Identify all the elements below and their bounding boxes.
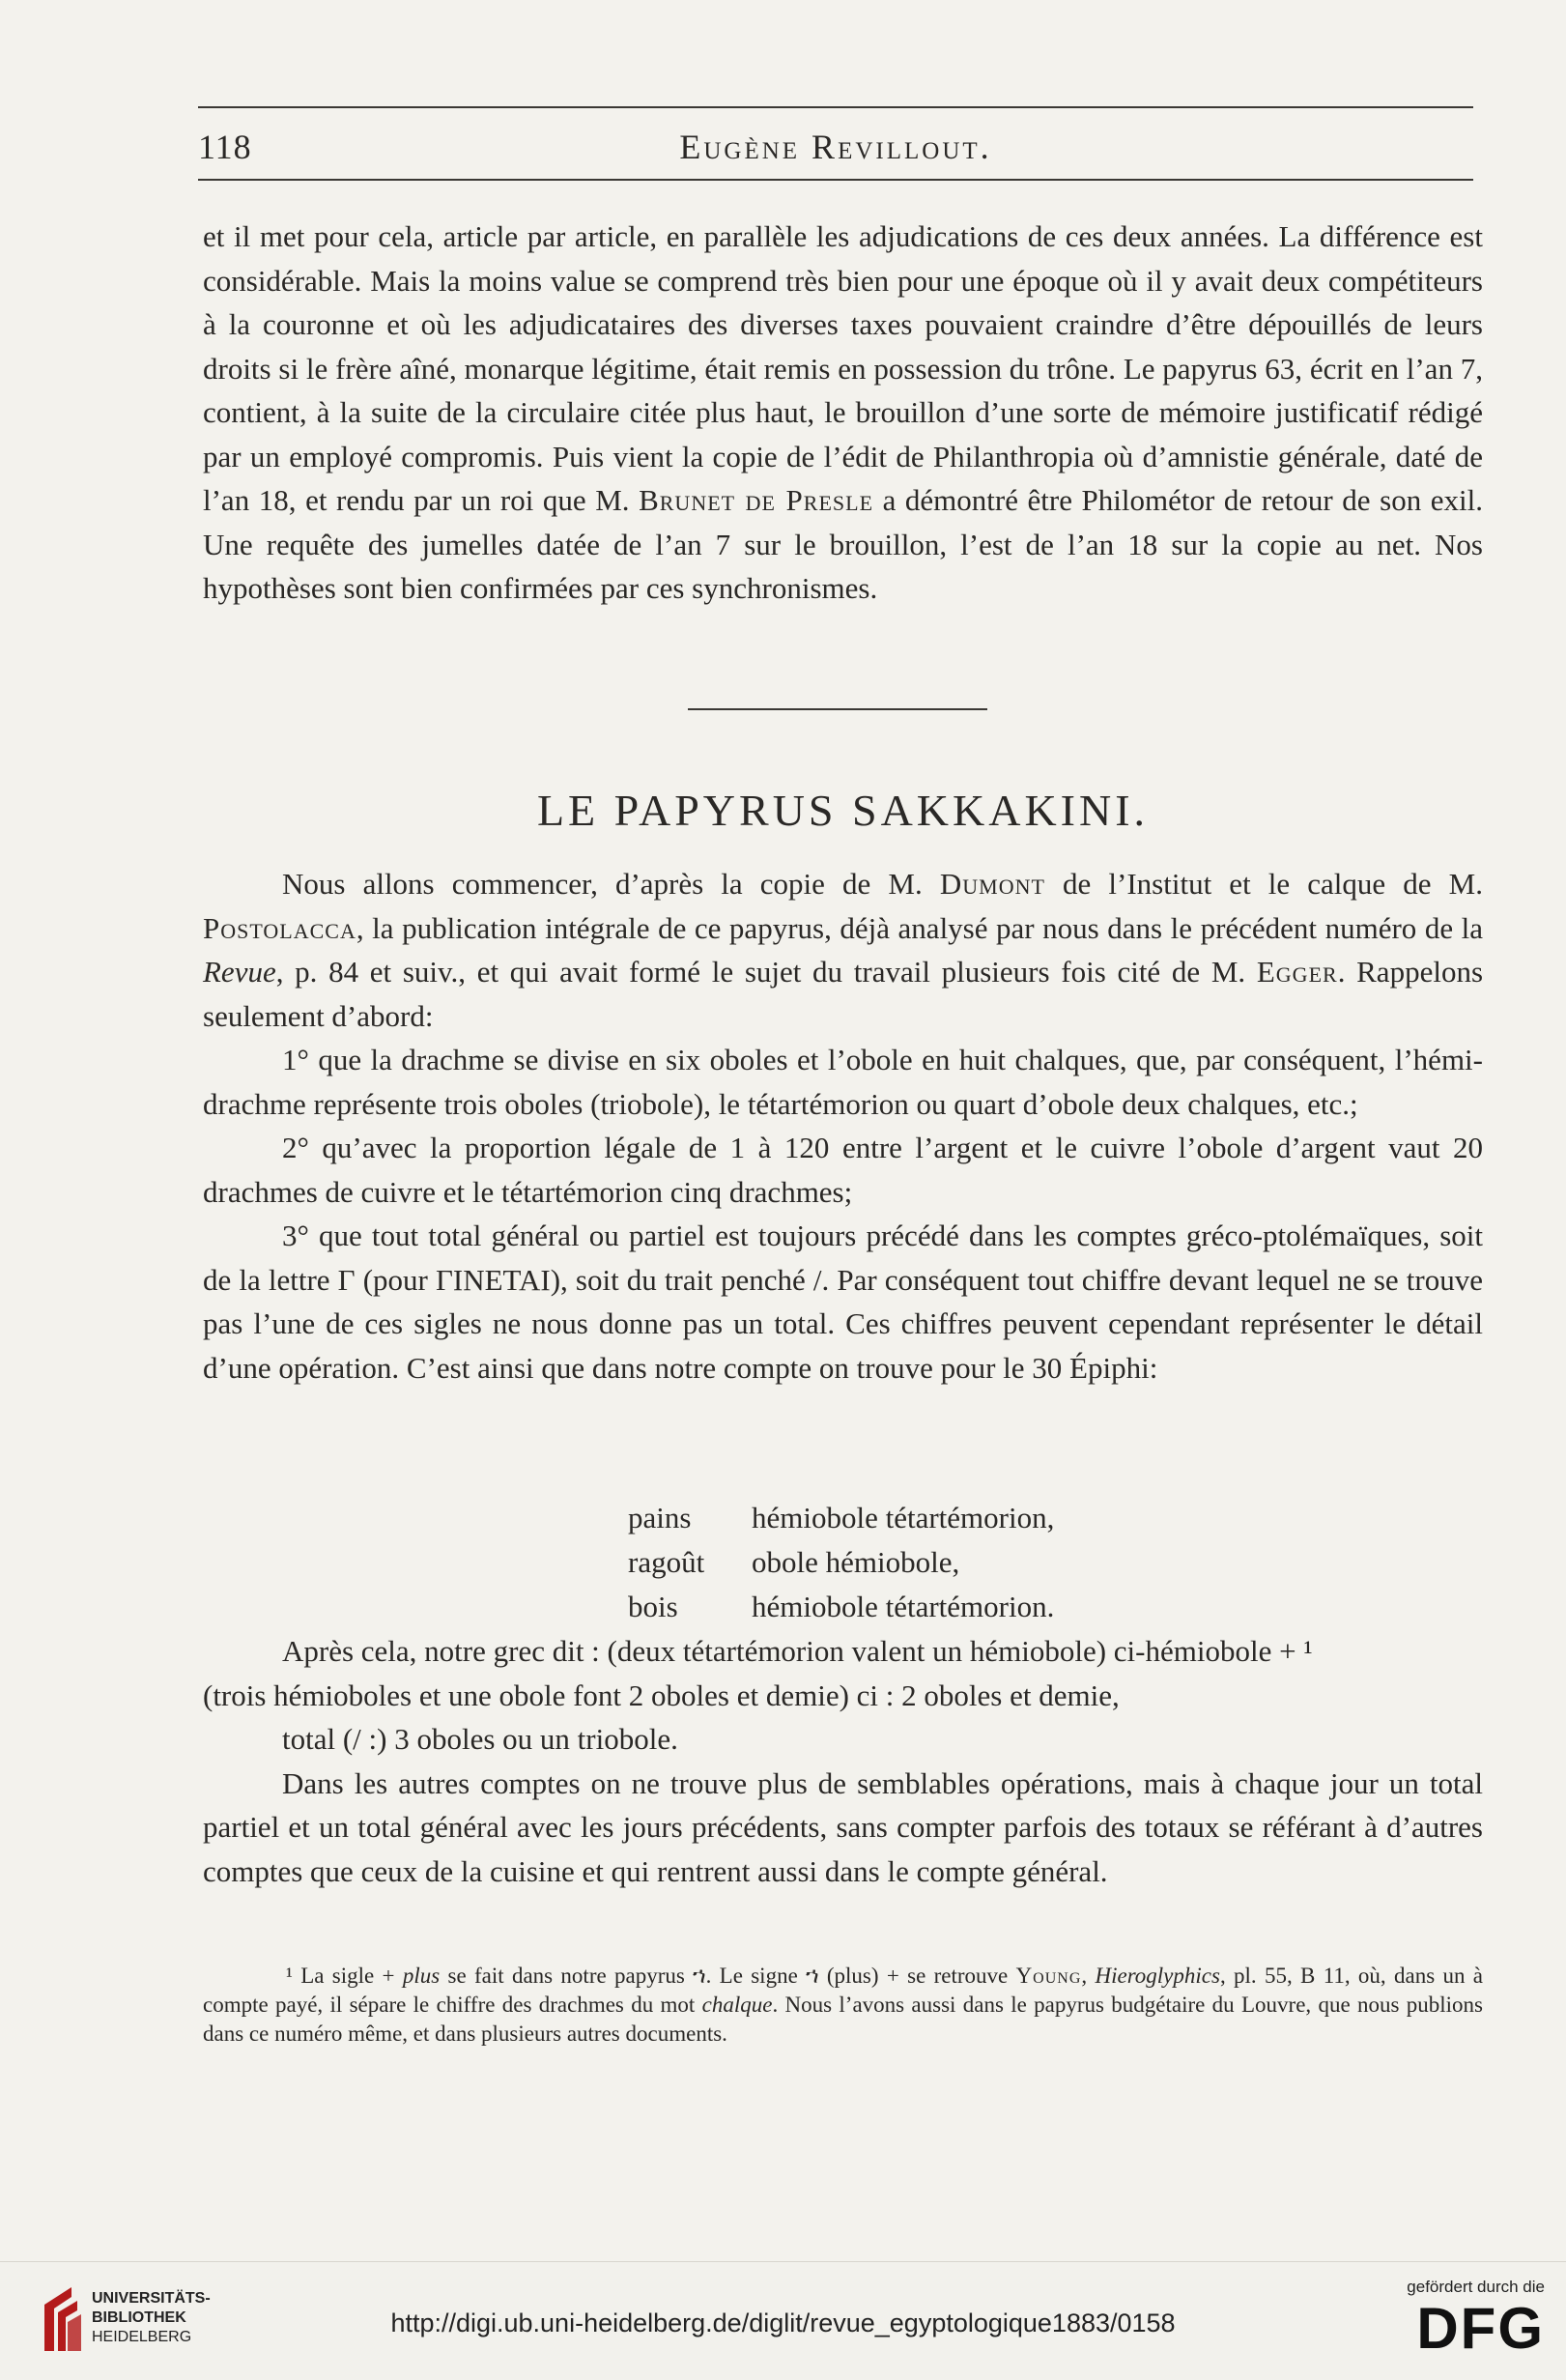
expense-value: hémiobole tétartémorion, <box>752 1501 1055 1534</box>
paragraph-other-accounts: Dans les autres comptes on ne trouve plus de semblables opérations, mais à chaque jour un total partiel et un total général avec les jours précédents, sans compter parfois des totaux se référant à d’autres comptes que ceux de la cuisine et qui rentrent aussi dans le compte général. <box>203 1765 1483 1888</box>
paragraph-text: et il met pour cela, article par article, en parallèle les adjudications de ces deux années. La différence est considérable. Mais la moins value se comprend très bien pour une époque où il y avait deux compétiteurs à la couronne et où les adjudicataires des diverses taxes pouvaient craindre d’être dépouillés de leurs droits si le frère aîné, monarque légitime, était remis en possession du trône. Le papyrus 63, écrit en l’an 7, contient, à la suite de la circulaire citée plus haut, le brouillon d’une sorte de mémoire justificatif rédigé par un employé compromis. Puis vient la copie de l’édit de Philanthropia où d’amnistie générale, daté de l’an 18, et rendu par un roi que M. <box>203 219 1483 517</box>
paragraph-text: . Rappelons seulement d’abord: <box>203 955 1484 1033</box>
author-name: Brunet de Presle <box>639 483 874 517</box>
list-item-2: 2° qu’avec la proportion légale de 1 à 120 entre l’argent et le cuivre l’obole d’argent vaut 20 drachmes de cuivre et le tétartémorion cinq drachmes; <box>203 1131 1483 1209</box>
source-url-link[interactable]: http://digi.ub.uni-heidelberg.de/diglit/revue_egyptologique1883/0158 <box>390 2308 1176 2337</box>
page-number: 118 <box>198 128 252 166</box>
footnote-text: ¹ La sigle + <box>286 1964 403 1988</box>
paragraph-sakkakini <box>203 862 1483 1390</box>
dfg-caption: gefördert durch die <box>1407 2278 1545 2296</box>
author-name: Dumont <box>939 867 1045 901</box>
expense-list <box>628 1496 1054 1629</box>
library-name-line: UNIVERSITÄTS- <box>92 2290 211 2307</box>
paragraph-text: Nous allons commencer, d’après la copie de M. <box>282 867 940 901</box>
footnote-text: , pl. 55, B 11, où, dans un à compte payé, il sépare le chiffre des drachmes du mot <box>203 1964 1483 2017</box>
paragraph-intro <box>203 215 1483 611</box>
footnote-italic: plus <box>402 1964 441 1988</box>
footnote-text: se fait dans notre papyrus ኀ. Le signe ኀ (plus) + se retrouve <box>440 1964 1016 1988</box>
expense-value: obole hémiobole, <box>752 1545 960 1579</box>
digitization-footer <box>0 2261 1566 2380</box>
paragraph-text: , la publication intégrale de ce papyrus, déjà analysé par nous dans le précédent numéro de la <box>356 910 1483 945</box>
expense-item: bois <box>628 1590 678 1623</box>
section-title: LE PAPYRUS SAKKAKINI. <box>536 786 1150 835</box>
list-item-3: 3° que tout total général ou partiel est toujours précédé dans les comptes gréco-ptolémaïques, soit de la lettre Γ (pour ΓΙΝΕΤΑΙ), soit du trait penché /. Par conséquent tout chiffre devant lequel ne se trouve pas l’une de ces sigles ne nous donne pas un total. Ces chiffres peuvent cependant représenter le détail d’une opération. C’est ainsi que dans notre compte on trouve pour le 30 Épiphi: <box>203 1219 1483 1385</box>
expense-item: ragoût <box>628 1545 705 1579</box>
book-title: Hieroglyphics <box>1095 1964 1220 1988</box>
author-name: Egger <box>1256 955 1338 989</box>
author-name: Young <box>1015 1964 1082 1988</box>
paragraph-calculation <box>203 1629 1483 1893</box>
expense-row <box>628 1496 1054 1540</box>
section-divider <box>688 708 987 710</box>
calc-line-2: (trois hémioboles et une obole font 2 oboles et demie) ci : 2 oboles et demie, <box>203 1677 1120 1712</box>
library-name-line: BIBLIOTHEK <box>92 2309 186 2326</box>
dfg-logo[interactable]: DFG <box>1416 2296 1545 2361</box>
calc-line-3: total (/ :) 3 oboles ou un triobole. <box>282 1722 678 1756</box>
footnote-italic: chalque <box>701 1993 773 2017</box>
page-header <box>198 119 1473 167</box>
expense-item: pains <box>628 1501 692 1534</box>
expense-row <box>628 1585 1054 1629</box>
header-bottom-rule <box>198 179 1473 181</box>
library-name-line: HEIDELBERG <box>92 2329 192 2345</box>
expense-value: hémiobole tétartémorion. <box>752 1590 1055 1623</box>
footnote <box>203 1962 1483 2049</box>
calc-line-1: Après cela, notre grec dit : (deux tétartémorion valent un hémiobole) ci-hémiobole + ¹ <box>282 1634 1313 1668</box>
footnote-text: , <box>1081 1964 1096 1988</box>
dfg-funding <box>1381 2278 1545 2361</box>
paragraph-text: , p. 84 et suiv., et qui avait formé le sujet du travail plusieurs fois cité de M. <box>275 955 1257 989</box>
author-name: Postolacca <box>203 910 356 945</box>
list-item-1: 1° que la drachme se divise en six oboles et l’obole en huit chalques, que, par conséquent, l’hémi-drachme représente trois oboles (triobole), le tétartémorion ou quart d’obole deux chalques, etc.; <box>203 1043 1483 1121</box>
running-title: Eugène Revillout. <box>679 128 992 166</box>
paragraph-text: de l’Institut et le calque de M. <box>1044 867 1483 901</box>
expense-row <box>628 1540 1054 1585</box>
journal-title: Revue <box>203 955 276 989</box>
footnote-text: . Nous l’avons aussi dans le papyrus budgétaire du Louvre, que nous publions dans ce numéro même, et dans plusieurs autres documents. <box>203 1993 1483 2046</box>
header-top-rule <box>198 106 1473 108</box>
paragraph-text: a démontré être Philométor de retour de son exil. Une requête des jumelles datée de l’an 7 sur le brouillon, l’est de l’an 18 sur la copie au net. Nos hypothèses sont bien confirmées par ces synchronismes. <box>203 483 1483 605</box>
